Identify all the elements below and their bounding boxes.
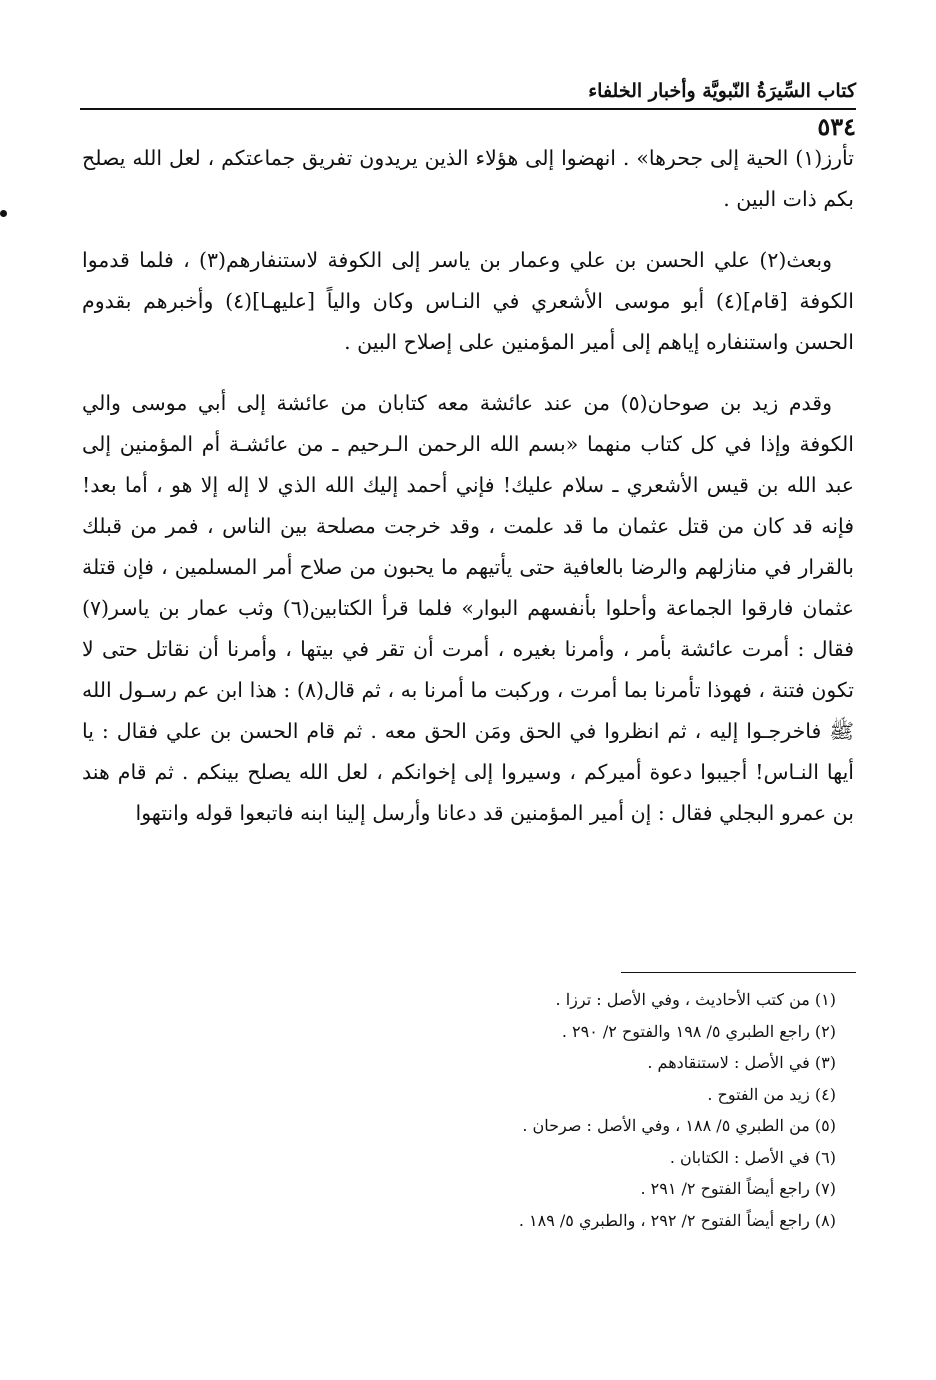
footnote-8: (٨) راجع أيضاً الفتوح ٢/ ٢٩٢ ، والطبري ٥/ ١٨٩ . <box>518 1210 836 1230</box>
footnote-7: (٧) راجع أيضاً الفتوح ٢/ ٢٩١ . <box>640 1179 836 1198</box>
running-title: كتاب السِّيرَةُ النّبويَّة وأخبار الخلفاء <box>80 74 856 110</box>
main-text <box>82 138 854 834</box>
page-number: ٥٣٤ <box>817 112 856 141</box>
margin-dot <box>0 210 7 217</box>
footnote-separator <box>621 972 856 973</box>
footnote-2: (٢) راجع الطبري ٥/ ١٩٨ والفتوح ٢/ ٢٩٠ . <box>561 1021 836 1041</box>
paragraph-3: وقدم زيد بن صوحان(٥) من عند عائشة معه كتابان من عائشة إلى أبي موسى والي الكوفة وإذا في كل كتاب منهما «بسم الله الرحمن الـرحيم ـ من عائشـة أم المؤمنين إلى عبد الله بن قيس الأشعري ـ سلام عليك! فإني أحمد إليك الله الذي لا إله إلا هو ، أما بعد! فإنه قد كان من قتل عثمان ما قد علمت ، وقد خرجت مصلحة بين الناس ، فمر من قبلك بالقرار في منازلهم والرضا بالعافية حتى يأتيهم ما يحبون من صلاح أمر المسلمين ، فإن قتلة عثمان فارقوا الجماعة وأحلوا بأنفسهم البوار» فلما قرأ الكتابين(٦) وثب عمار بن ياسر(٧) فقال : أمرت عائشة بأمر ، وأمرنا بغيره ، أمرت أن تقر في بيتها ، وأمرنا أن نقاتل حتى لا تكون فتنة ، فهوذا تأمرنا بما أمرت ، وركبت ما أمرنا به ، ثم قال(٨) : هذا ابن عم رسـول الله ﷺ فاخرجـوا إليه ، ثم انظروا في الحق ومَن الحق معه . ثم قام الحسن بن علي فقال : يا أيها النـاس! أجيبوا دعوة أميركم ، وسيروا إلى إخوانكم ، لعل الله يصلح بينكم . ثم قام هند بن عمرو البجلي فقال : إن أمير المؤمنين قد دعانا وأرسل إلينا ابنه فاتبعوا قوله وانتهوا <box>82 391 854 825</box>
paragraph-1: تأرز(١) الحية إلى جحرها» . انهضوا إلى هؤلاء الذين يريدون تفريق جماعتكم ، لعل الله يصلح بكم ذات البين . <box>82 146 854 211</box>
footnote-1: (١) من كتب الأحاديث ، وفي الأصل : ترزا . <box>555 990 836 1009</box>
footnote-5: (٥) من الطبري ٥/ ١٨٨ ، وفي الأصل : صرحان . <box>522 1116 836 1135</box>
footnote-4: (٤) زيد من الفتوح . <box>707 1084 836 1104</box>
footnotes <box>80 984 836 1236</box>
footnote-3: (٣) في الأصل : لاستنقادهم . <box>647 1053 836 1072</box>
footnote-6: (٦) في الأصل : الكتابان . <box>669 1147 836 1167</box>
paragraph-2: وبعث(٢) علي الحسن بن علي وعمار بن ياسر إلى الكوفة لاستنفارهم(٣) ، فلما قدموا الكوفة [قام](٤) أبو موسى الأشعري في النـاس وكان والياً [عليهـا](٤) وأخبرهم بقدوم الحسن واستنفاره إياهم إلى أمير المؤمنين على إصلاح البين . <box>82 248 854 354</box>
